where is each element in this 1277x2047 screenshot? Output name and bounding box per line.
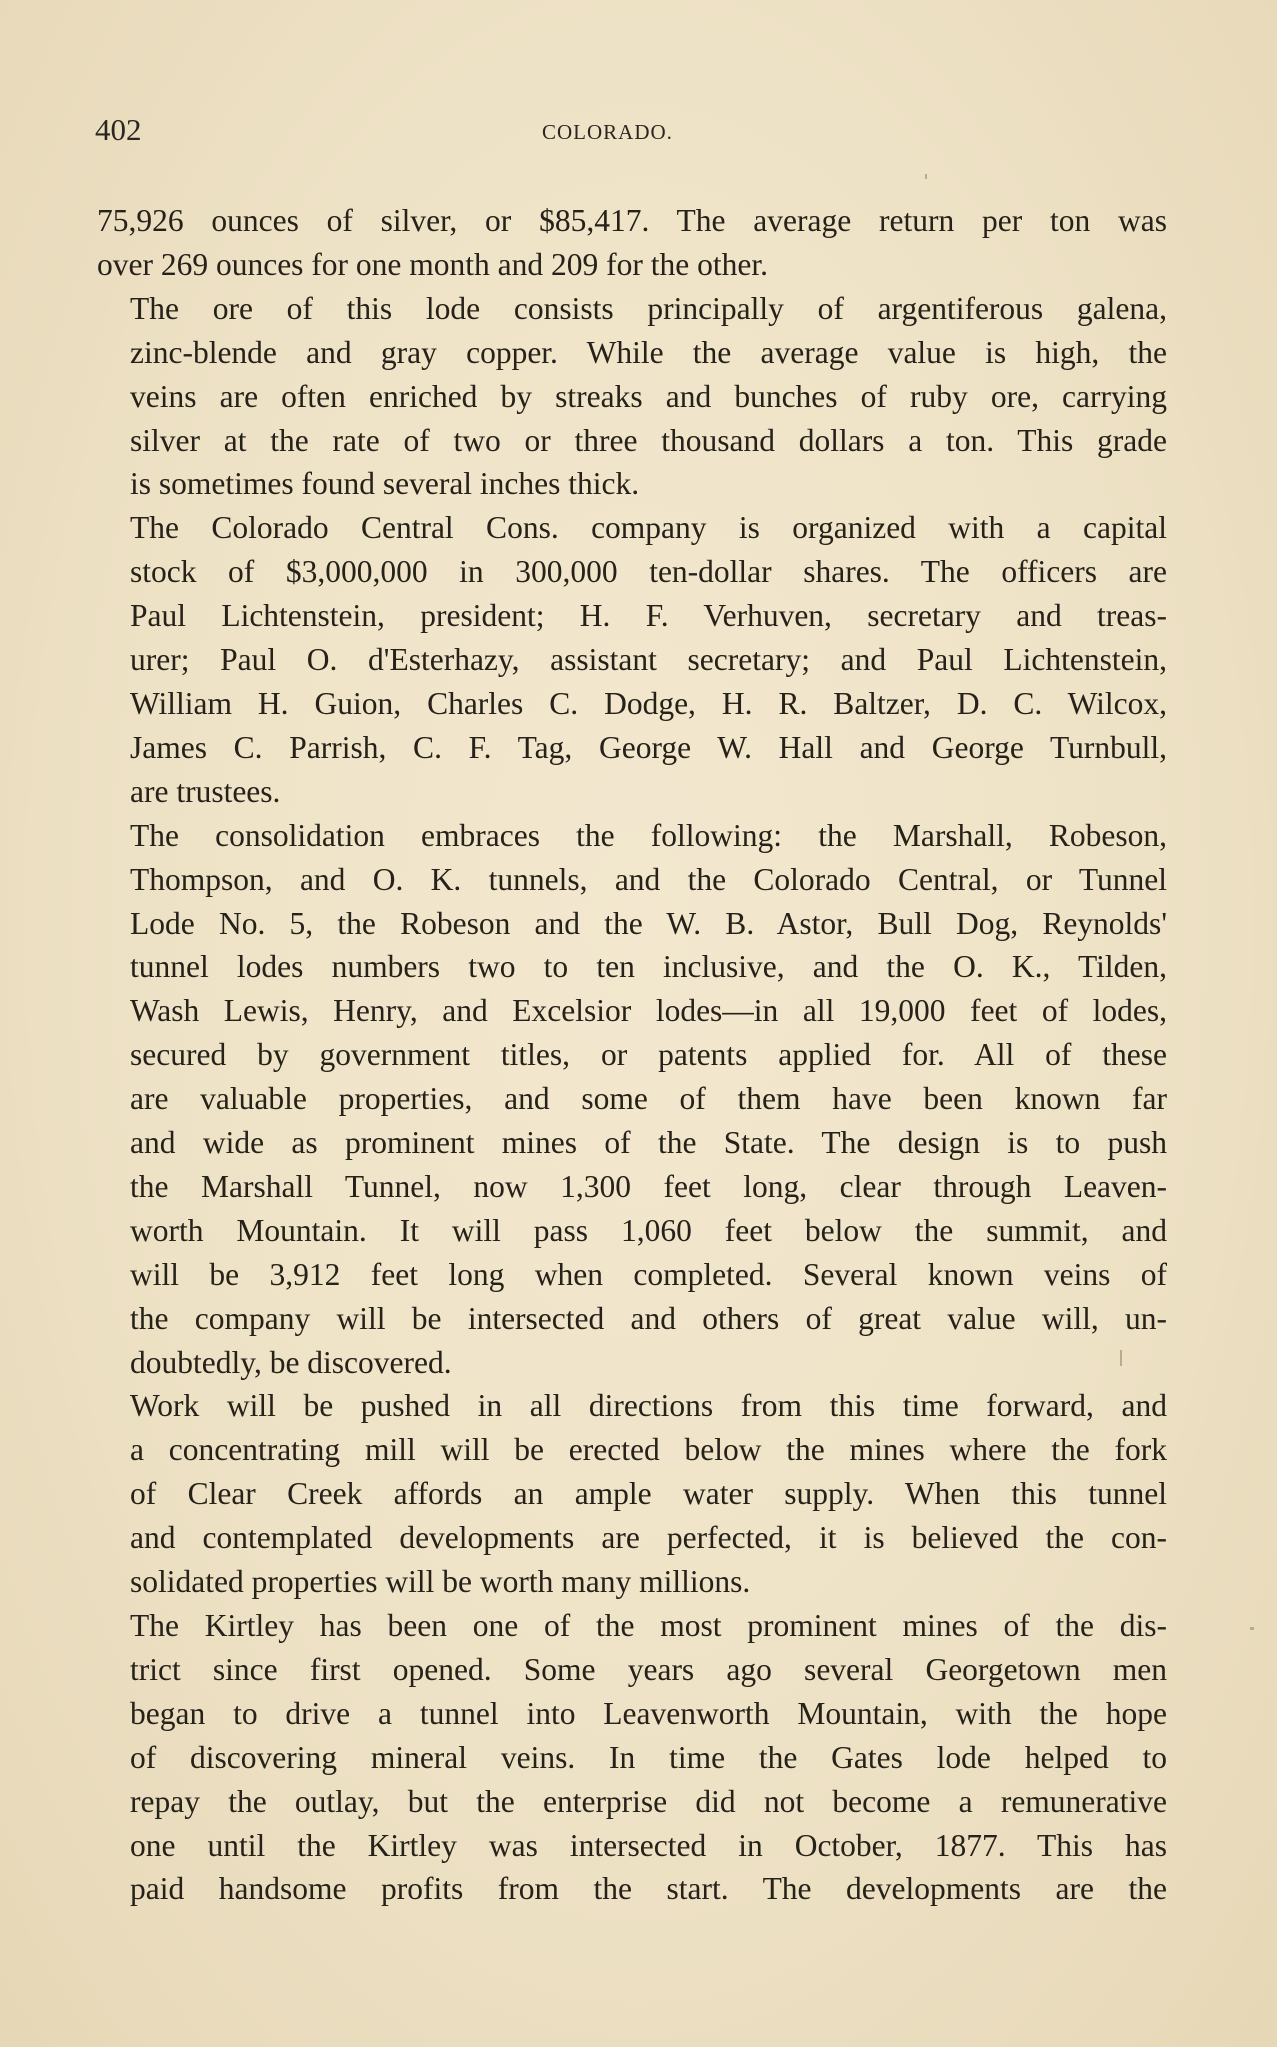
text-line: one until the Kirtley was intersected in October, 1877. This has (130, 1827, 1167, 1863)
text-line: stock of $3,000,000 in 300,000 ten-dollar shares. The officers are (130, 554, 1167, 590)
text-line: The consolidation embraces the following: the Marshall, Robeson, (130, 817, 1167, 853)
text-line: doubtedly, be discovered. (130, 1344, 452, 1380)
text-line: of Clear Creek affords an ample water supply. When this tunnel (130, 1476, 1167, 1512)
text-line: and wide as prominent mines of the State. The design is to push (130, 1125, 1167, 1161)
paragraph (97, 814, 1167, 1385)
text-line: will be 3,912 feet long when completed. Several known veins of (130, 1256, 1167, 1292)
text-line: the Marshall Tunnel, now 1,300 feet long, clear through Leaven- (130, 1168, 1167, 1204)
text-line: William H. Guion, Charles C. Dodge, H. R. Baltzer, D. C. Wilcox, (130, 685, 1167, 721)
margin-speck (1120, 1350, 1122, 1366)
text-line: secured by government titles, or patents applied for. All of these (130, 1037, 1167, 1073)
text-line: Work will be pushed in all directions from this time forward, and (130, 1388, 1167, 1424)
text-line: silver at the rate of two or three thousand dollars a ton. This grade (130, 422, 1167, 458)
text-line: repay the outlay, but the enterprise did not become a remunerative (130, 1783, 1167, 1819)
text-line: veins are often enriched by streaks and bunches of ruby ore, carrying (130, 378, 1167, 414)
text-line: zinc-blende and gray copper. While the average value is high, the (130, 334, 1167, 370)
text-line: trict since first opened. Some years ago several Georgetown men (130, 1651, 1167, 1687)
paragraph (97, 506, 1167, 813)
text-line: began to drive a tunnel into Leavenworth Mountain, with the hope (130, 1695, 1167, 1731)
text-line: are trustees. (130, 773, 281, 809)
text-line: is sometimes found several inches thick. (130, 466, 640, 502)
paragraph (97, 287, 1167, 507)
text-line: tunnel lodes numbers two to ten inclusive, and the O. K., Tilden, (130, 949, 1167, 985)
text-line: The Colorado Central Cons. company is organized with a capital (130, 510, 1167, 546)
text-line: Paul Lichtenstein, president; H. F. Verhuven, secretary and treas- (130, 598, 1167, 634)
text-line: Lode No. 5, the Robeson and the W. B. Astor, Bull Dog, Reynolds' (130, 905, 1167, 941)
text-line: The Kirtley has been one of the most prominent mines of the dis- (130, 1608, 1167, 1643)
text-line: Thompson, and O. K. tunnels, and the Colorado Central, or Tunnel (130, 861, 1167, 897)
paragraph (97, 1384, 1167, 1604)
page-header (95, 112, 1165, 152)
text-line: Wash Lewis, Henry, and Excelsior lodes—in all 19,000 feet of lodes, (130, 993, 1167, 1029)
text-line: and contemplated developments are perfected, it is believed the con- (130, 1520, 1167, 1556)
text-line: a concentrating mill will be erected below the mines where the fork (130, 1432, 1167, 1468)
text-line: are valuable properties, and some of them have been known far (130, 1081, 1167, 1117)
text-line: of discovering mineral veins. In time the Gates lode helped to (130, 1739, 1167, 1775)
text-line: the company will be intersected and others of great value will, un- (130, 1300, 1167, 1336)
text-line: James C. Parrish, C. F. Tag, George W. Hall and George Turnbull, (130, 729, 1167, 765)
text-line: over 269 ounces for one month and 209 for the other. (97, 246, 768, 282)
text-line: The ore of this lode consists principally of argentiferous galena, (130, 290, 1167, 326)
running-head: COLORADO. (542, 120, 673, 144)
margin-speck (1250, 1627, 1254, 1630)
text-line: solidated properties will be worth many millions. (130, 1564, 751, 1600)
page-number: 402 (95, 112, 142, 147)
text-line: worth Mountain. It will pass 1,060 feet below the summit, and (130, 1212, 1167, 1248)
text-line: paid handsome profits from the start. The developments are the (130, 1871, 1167, 1907)
paragraph (97, 199, 1167, 287)
text-line: urer; Paul O. d'Esterhazy, assistant secretary; and Paul Lichtenstein, (130, 642, 1167, 678)
body-text (97, 199, 1167, 1911)
margin-speck (925, 174, 927, 179)
paragraph (97, 1604, 1167, 1911)
text-line: 75,926 ounces of silver, or $85,417. The average return per ton was (97, 203, 1167, 238)
